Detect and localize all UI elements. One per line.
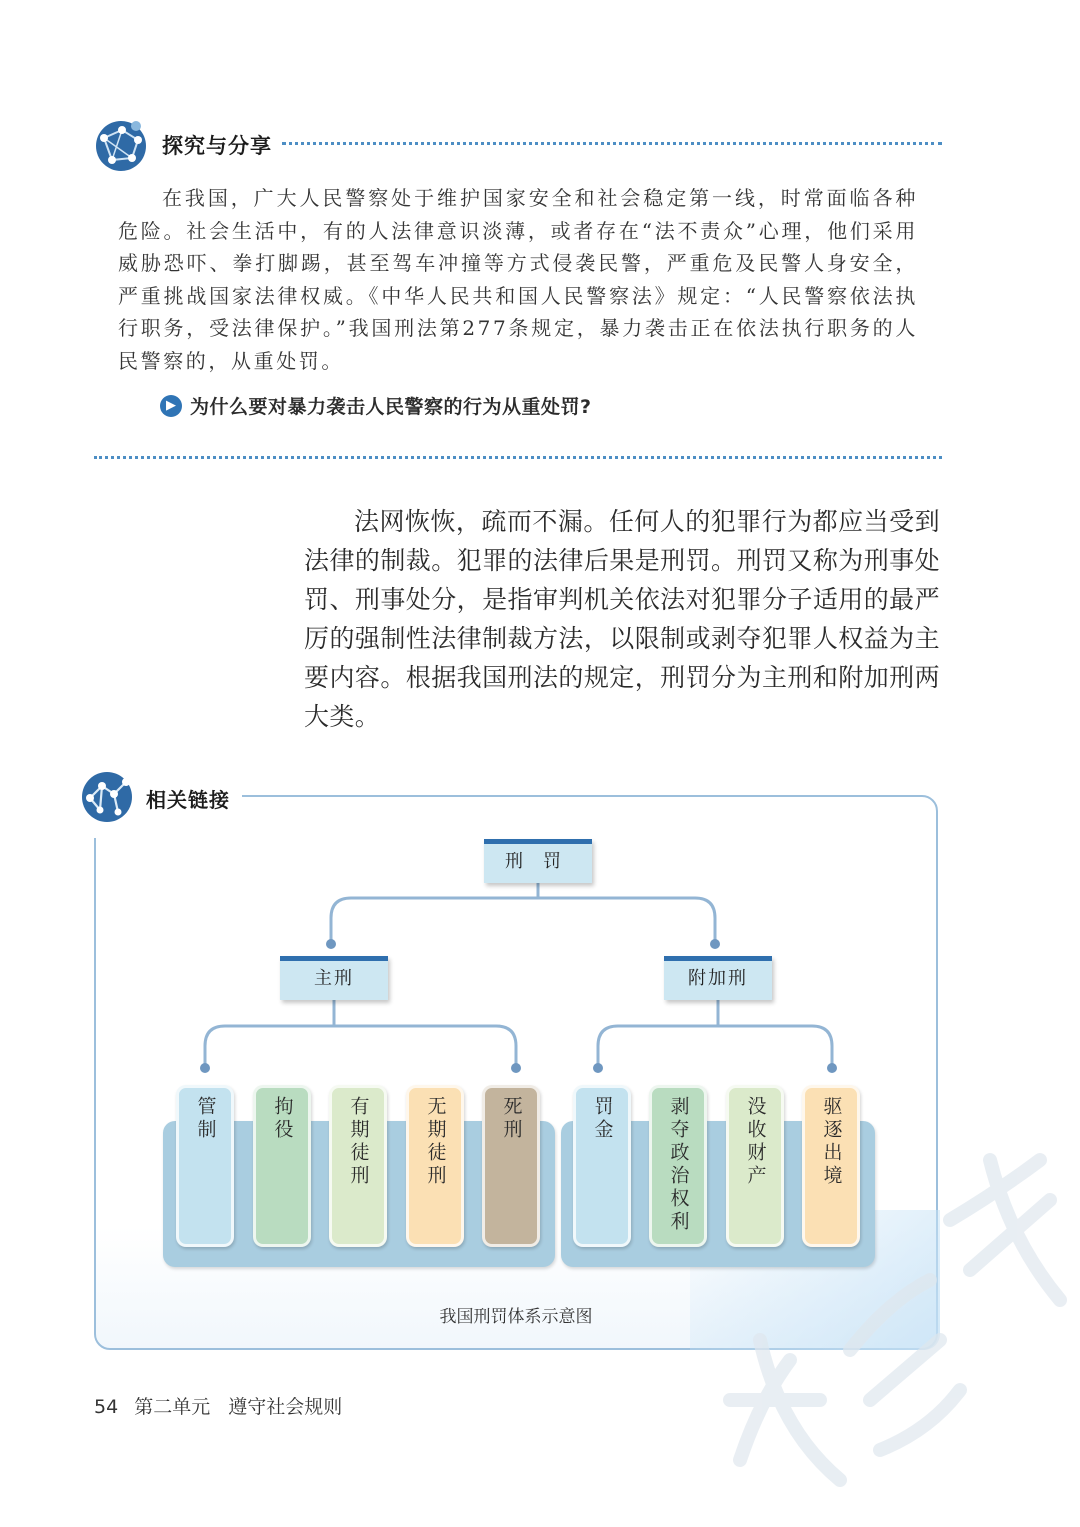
watermark-brush-icon [700, 1100, 1080, 1520]
question-text: 为什么要对暴力袭击人民警察的行为从重处罚? [190, 396, 592, 418]
column-label: 死刑 [500, 1096, 523, 1142]
column-label: 无期徒刑 [424, 1096, 447, 1188]
unit-label: 第二单元 [134, 1396, 211, 1418]
node-penalty: 刑罚 [484, 839, 592, 883]
column-death-penalty [482, 1085, 540, 1247]
column-life-imprisonment [406, 1085, 464, 1247]
related-link-title: 相关链接 [146, 788, 230, 812]
diagram-caption: 我国刑罚体系示意图 [439, 1307, 593, 1327]
column-label: 罚金 [591, 1096, 614, 1142]
column-fine [573, 1085, 631, 1247]
column-label: 驱逐出境 [820, 1096, 843, 1188]
page-number: 54 [94, 1396, 119, 1418]
column-control [176, 1085, 234, 1247]
column-label: 管制 [194, 1096, 217, 1142]
column-fixed-term [329, 1085, 387, 1247]
explore-share-title: 探究与分享 [162, 134, 272, 158]
unit-title: 遵守社会规则 [228, 1396, 343, 1418]
column-label: 没收财产 [744, 1096, 767, 1188]
column-label: 剥夺政治权利 [667, 1096, 690, 1234]
arrow-bullet-icon: ▶ [160, 395, 182, 417]
column-deprivation-political-rights [649, 1085, 707, 1247]
column-label: 拘役 [271, 1096, 294, 1142]
node-supplementary-penalty: 附加刑 [664, 956, 772, 1000]
page-footer [94, 1392, 342, 1419]
column-label: 有期徒刑 [347, 1096, 370, 1188]
explore-paragraph: 在我国，广大人民警察处于维护国家安全和社会稳定第一线，时常面临各种危险。社会生活中，有的人法律意识淡薄，或者存在“法不责众”心理，他们采用威胁恐吓、拳打脚踢，甚至驾车冲撞等方式侵袭民警，严重危及民警人身安全，严重挑战国家法律权威。《中华人民共和国人民警察法》规定：“人民警察依法执行职务，受法律保护。”我国刑法第277条规定，暴力袭击正在依法执行职务的人民警察的，从重处罚。 [118, 186, 918, 373]
node-principal-penalty: 主刑 [280, 956, 388, 1000]
column-detention [253, 1085, 311, 1247]
main-paragraph: 法网恢恢，疏而不漏。任何人的犯罪行为都应当受到法律的制裁。犯罪的法律后果是刑罚。刑罚又称为刑事处罚、刑事处分，是指审判机关依法对犯罪分子适用的最严厉的强制性法律制裁方法，以限制或剥夺犯罪人权益为主要内容。根据我国刑法的规定，刑罚分为主刑和附加刑两大类。 [304, 507, 940, 731]
